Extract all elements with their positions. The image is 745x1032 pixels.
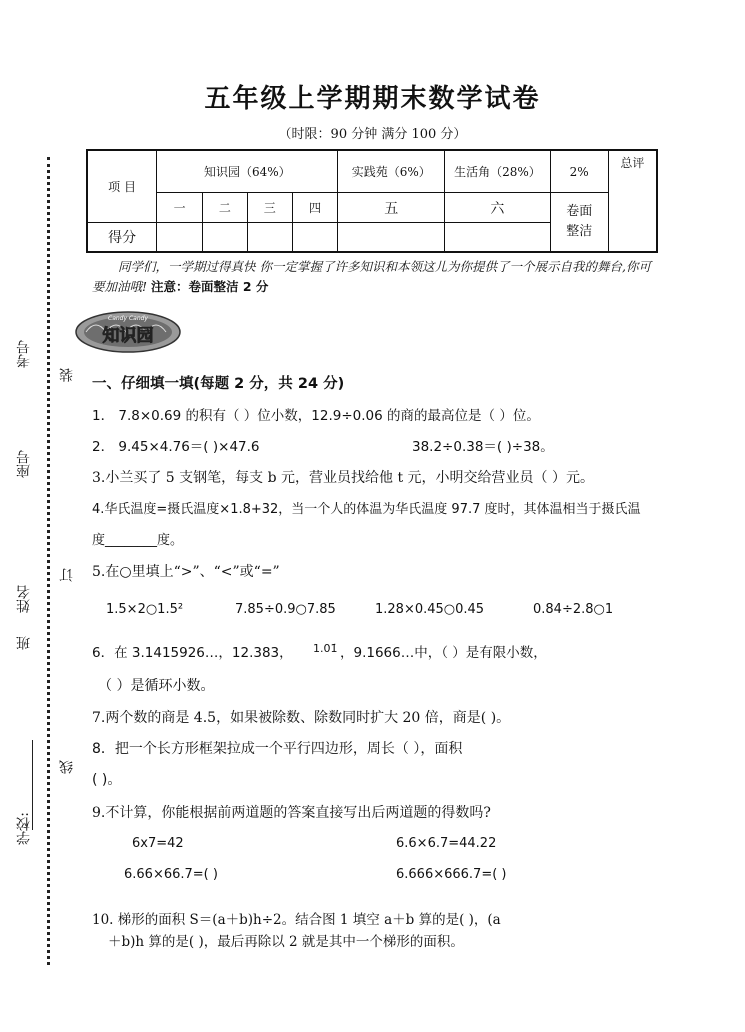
binding-dotted-line — [47, 157, 50, 965]
col-1: 一 — [157, 193, 203, 223]
score-table — [86, 149, 658, 253]
question-8-line1: 8．把一个长方形框架拉成一个平行四边形，周长（ ），面积 — [92, 741, 463, 757]
label-exam-number: 考号 — [16, 340, 32, 368]
question-3: 3.小兰买了 5 支钢笔，每支 b 元，营业员找给他 t 元，小明交给营业员（ ）元。 — [92, 470, 595, 486]
intro-text: 同学们，一学期过得真快 你一定掌握了许多知识和本领这儿为你提供了一个展示自我的舞台,你可要加油哦! — [92, 259, 651, 294]
question-6-number: 1.01̇ — [313, 642, 338, 655]
word-zhuang: 装 — [59, 368, 75, 382]
question-5-a: 1.5×2○1.5² — [106, 602, 184, 617]
header-zhishi: 知识园（64%） — [157, 150, 338, 193]
question-6-line1-end: ，9.1666…中，（ ）是有限小数， — [340, 645, 547, 661]
juanmian-cell: 卷面整洁 — [550, 193, 608, 252]
intro-paragraph — [92, 257, 658, 297]
question-9-c: 6.66×66.7=( ) — [124, 867, 218, 882]
question-6-line2: （ ）是循环小数。 — [98, 678, 215, 694]
col-3: 三 — [247, 193, 292, 223]
label-name: 姓名 — [16, 585, 32, 613]
question-7: 7.两个数的商是 4.5，如果被除数、除数同时扩大 20 倍，商是( )。 — [92, 710, 511, 726]
score-cell[interactable] — [203, 222, 248, 252]
question-5-c: 1.28×0.45○0.45 — [375, 602, 485, 617]
zhishiyuan-badge-icon — [74, 310, 182, 354]
page-subtitle: （时限：90 分钟 满分 100 分） — [278, 127, 467, 142]
defen-label: 得分 — [87, 222, 157, 252]
question-9-b: 6.6×6.7=44.22 — [396, 836, 497, 851]
intro-note: 注意：卷面整洁 2 分 — [151, 279, 269, 294]
question-5-d: 0.84÷2.8○1 — [533, 602, 614, 617]
header-percent2: 2% — [550, 150, 608, 193]
score-cell[interactable] — [338, 222, 445, 252]
header-zongping: 总评 — [608, 150, 657, 252]
question-4-line1: 4.华氏温度=摄氏温度×1.8+32，当一个人的体温为华氏温度 97.7 度时，其体温相当于摄氏温 — [92, 502, 641, 517]
score-cell[interactable] — [157, 222, 203, 252]
question-1: 1． 7.8×0.69 的积有（ ）位小数，12.9÷0.06 的商的最高位是（ ）位。 — [92, 408, 540, 424]
header-shenghuo: 生活角（28%） — [445, 150, 551, 193]
page-title: 五年级上学期期末数学试卷 — [204, 84, 541, 114]
score-cell[interactable] — [445, 222, 551, 252]
section-heading: 一、仔细填一填(每题 2 分，共 24 分) — [92, 376, 345, 392]
school-underline — [32, 740, 33, 830]
col-2: 二 — [203, 193, 248, 223]
label-school: 学校: — [16, 812, 32, 845]
question-10-line1: 10. 梯形的面积 S＝(a＋b)h÷2。结合图 1 填空 a＋b 算的是( )，(a — [92, 912, 501, 928]
question-2a: 2． 9.45×4.76＝( )×47.6 — [92, 439, 260, 455]
col-5: 五 — [338, 193, 445, 223]
question-9-d: 6.666×666.7=( ) — [396, 867, 507, 882]
word-ding: 订 — [59, 568, 75, 582]
label-class: 班 — [16, 636, 32, 650]
question-9-a: 6x7=42 — [132, 836, 184, 851]
score-cell[interactable] — [292, 222, 338, 252]
question-5: 5.在○里填上“>”、“<”或“=” — [92, 564, 280, 580]
col-6: 六 — [445, 193, 551, 223]
badge-top-text: Candy Candy — [108, 315, 148, 322]
item-label-cell: 项 目 — [87, 150, 157, 222]
question-2b: 38.2÷0.38＝( )÷38。 — [412, 439, 554, 455]
question-5-b: 7.85÷0.9○7.85 — [235, 602, 336, 617]
badge-main-text: 知识园 — [102, 326, 154, 346]
label-seat: 座号 — [16, 450, 32, 478]
question-8-line2: ( )。 — [92, 772, 122, 788]
col-4: 四 — [292, 193, 338, 223]
question-10-line2: ＋b)h 算的是( )，最后再除以 2 就是其中一个梯形的面积。 — [108, 934, 464, 950]
question-9: 9.不计算，你能根据前两道题的答案直接写出后两道题的得数吗? — [92, 805, 491, 821]
header-shijian: 实践苑（6%） — [338, 150, 445, 193]
score-cell[interactable] — [247, 222, 292, 252]
question-4-line2: 度________度。 — [92, 533, 184, 548]
word-xian: 线 — [59, 760, 75, 774]
question-6-line1: 6．在 3.1415926…，12.383， — [92, 645, 293, 661]
